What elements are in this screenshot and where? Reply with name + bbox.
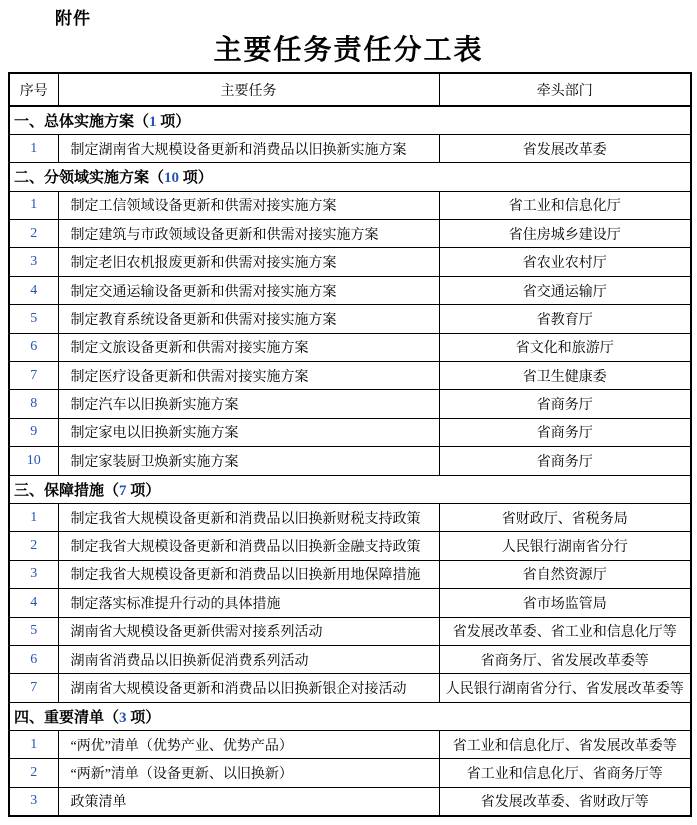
row-number: 5 (9, 305, 58, 333)
task-table (8, 72, 692, 817)
row-dept: 人民银行湖南省分行、省发展改革委等 (439, 674, 691, 702)
row-task: 制定落实标准提升行动的具体措施 (58, 589, 439, 617)
row-number: 8 (9, 390, 58, 418)
table-row (9, 674, 691, 702)
row-dept: 省工业和信息化厅、省商务厅等 (439, 759, 691, 787)
section-heading-row (9, 475, 691, 503)
col-header-no: 序号 (9, 73, 58, 106)
section-count: 7 (119, 482, 127, 499)
table-row (9, 305, 691, 333)
table-row (9, 447, 691, 475)
section-count: 3 (119, 709, 127, 726)
row-dept: 省卫生健康委 (439, 362, 691, 390)
row-task: 湖南省消费品以旧换新促消费系列活动 (58, 645, 439, 673)
row-dept: 省财政厅、省税务局 (439, 503, 691, 531)
row-task: “两新”清单（设备更新、以旧换新） (58, 759, 439, 787)
row-number: 1 (9, 731, 58, 759)
row-task: 制定我省大规模设备更新和消费品以旧换新金融支持政策 (58, 532, 439, 560)
section-heading-suffix: 项） (156, 113, 191, 130)
row-dept: 省商务厅 (439, 418, 691, 446)
page-title: 主要任务责任分工表 (213, 35, 484, 66)
row-dept: 省发展改革委 (439, 134, 691, 162)
table-row (9, 787, 691, 815)
row-task: 湖南省大规模设备更新供需对接系列活动 (58, 617, 439, 645)
row-number: 6 (9, 333, 58, 361)
table-row (9, 220, 691, 248)
row-number: 3 (9, 560, 58, 588)
section-heading-text: 三、保障措施（ (14, 482, 120, 499)
table-row (9, 362, 691, 390)
section-heading (9, 106, 691, 134)
row-task: 制定我省大规模设备更新和消费品以旧换新用地保障措施 (58, 560, 439, 588)
table-row (9, 589, 691, 617)
table-row (9, 333, 691, 361)
row-number: 6 (9, 645, 58, 673)
section-heading (9, 702, 691, 730)
table-row (9, 731, 691, 759)
row-dept: 省文化和旅游厅 (439, 333, 691, 361)
row-task: 政策清单 (58, 787, 439, 815)
section-heading-suffix: 项） (126, 709, 161, 726)
section-heading (9, 475, 691, 503)
row-number: 1 (9, 134, 58, 162)
table-header-row (9, 73, 691, 106)
row-number: 2 (9, 220, 58, 248)
table-row (9, 645, 691, 673)
row-task: 制定家装厨卫焕新实施方案 (58, 447, 439, 475)
col-header-dept: 牵头部门 (439, 73, 691, 106)
row-number: 3 (9, 248, 58, 276)
table-row (9, 759, 691, 787)
col-header-task: 主要任务 (58, 73, 439, 106)
table-row (9, 276, 691, 304)
row-task: 制定文旅设备更新和供需对接实施方案 (58, 333, 439, 361)
row-task: 制定建筑与市政领域设备更新和供需对接实施方案 (58, 220, 439, 248)
row-number: 7 (9, 674, 58, 702)
row-dept: 省工业和信息化厅、省发展改革委等 (439, 731, 691, 759)
row-task: 制定汽车以旧换新实施方案 (58, 390, 439, 418)
row-task: 制定家电以旧换新实施方案 (58, 418, 439, 446)
table-row (9, 191, 691, 219)
row-dept: 省教育厅 (439, 305, 691, 333)
section-heading-row (9, 163, 691, 191)
row-number: 2 (9, 532, 58, 560)
section-heading (9, 163, 691, 191)
table-header (9, 73, 691, 106)
section-heading-row (9, 702, 691, 730)
row-number: 4 (9, 589, 58, 617)
row-task: “两优”清单（优势产业、优势产品） (58, 731, 439, 759)
section-heading-text: 二、分领域实施方案（ (14, 170, 165, 187)
row-task: 制定医疗设备更新和供需对接实施方案 (58, 362, 439, 390)
row-number: 5 (9, 617, 58, 645)
table-row (9, 503, 691, 531)
table-row (9, 617, 691, 645)
table-row (9, 532, 691, 560)
row-number: 1 (9, 503, 58, 531)
section-heading-text: 四、重要清单（ (14, 709, 120, 726)
row-dept: 省农业农村厅 (439, 248, 691, 276)
section-heading-text: 一、总体实施方案（ (14, 113, 150, 130)
row-dept: 省市场监管局 (439, 589, 691, 617)
row-dept: 省商务厅 (439, 447, 691, 475)
row-dept: 省住房城乡建设厅 (439, 220, 691, 248)
row-number: 10 (9, 447, 58, 475)
row-dept: 省工业和信息化厅 (439, 191, 691, 219)
row-dept: 省交通运输厅 (439, 276, 691, 304)
table-row (9, 248, 691, 276)
row-dept: 省发展改革委、省财政厅等 (439, 787, 691, 815)
section-heading-row (9, 106, 691, 134)
row-dept: 省商务厅 (439, 390, 691, 418)
table-row (9, 390, 691, 418)
row-dept: 省发展改革委、省工业和信息化厅等 (439, 617, 691, 645)
section-count: 1 (149, 113, 157, 130)
row-number: 2 (9, 759, 58, 787)
row-number: 1 (9, 191, 58, 219)
section-count: 10 (164, 170, 180, 187)
row-task: 制定教育系统设备更新和供需对接实施方案 (58, 305, 439, 333)
row-task: 制定湖南省大规模设备更新和消费品以旧换新实施方案 (58, 134, 439, 162)
row-task: 制定交通运输设备更新和供需对接实施方案 (58, 276, 439, 304)
row-task: 制定老旧农机报废更新和供需对接实施方案 (58, 248, 439, 276)
row-dept: 省商务厅、省发展改革委等 (439, 645, 691, 673)
row-dept: 省自然资源厅 (439, 560, 691, 588)
table-row (9, 134, 691, 162)
row-task: 制定我省大规模设备更新和消费品以旧换新财税支持政策 (58, 503, 439, 531)
row-dept: 人民银行湖南省分行 (439, 532, 691, 560)
row-task: 湖南省大规模设备更新和消费品以旧换新银企对接活动 (58, 674, 439, 702)
row-number: 9 (9, 418, 58, 446)
row-number: 4 (9, 276, 58, 304)
table-body (9, 106, 691, 816)
table-row (9, 418, 691, 446)
section-heading-suffix: 项） (126, 482, 161, 499)
row-task: 制定工信领域设备更新和供需对接实施方案 (58, 191, 439, 219)
row-number: 3 (9, 787, 58, 815)
row-number: 7 (9, 362, 58, 390)
attachment-label: 附件 (55, 9, 91, 28)
section-heading-suffix: 项） (179, 170, 213, 187)
table-row (9, 560, 691, 588)
